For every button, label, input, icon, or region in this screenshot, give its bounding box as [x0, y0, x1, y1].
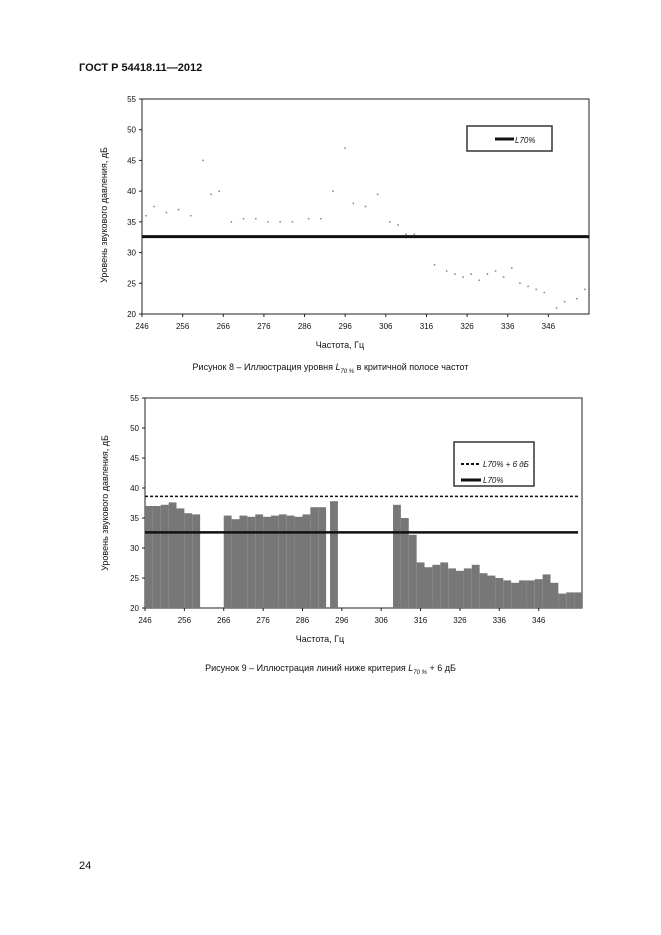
- figure9-bar: [495, 578, 503, 608]
- figure9-y-axis-label: Уровень звукового давления, дБ: [100, 435, 110, 571]
- figure9-bar: [472, 565, 480, 608]
- figure8-y-ticks: [127, 95, 142, 319]
- figure9-legend-label-l70: L70%: [483, 476, 504, 485]
- figure8-data-point: [511, 267, 513, 269]
- document-header: ГОСТ Р 54418.11—2012: [79, 62, 203, 74]
- figure8-data-point: [308, 218, 310, 220]
- figure8-y-tick-label: 55: [127, 95, 136, 104]
- figure8-data-point: [243, 218, 245, 220]
- figure9-legend: [454, 442, 534, 486]
- figure8-y-tick-label: 20: [127, 310, 136, 319]
- figure8-data-point: [543, 292, 545, 294]
- figure8-data-point: [478, 279, 480, 281]
- figure9-bar: [279, 514, 287, 608]
- figure8-data-point: [564, 301, 566, 303]
- figure8-x-tick-label: 246: [135, 322, 149, 331]
- figure8-data-point: [487, 273, 489, 275]
- figure8-x-tick-label: 276: [257, 322, 271, 331]
- figure9-bar: [535, 579, 543, 608]
- figure8-data-point: [454, 273, 456, 275]
- figure9-bar: [480, 573, 488, 608]
- figure8-data-point: [365, 206, 367, 208]
- figure8-data-point: [470, 273, 472, 275]
- figure9-bar: [440, 562, 448, 608]
- figure9-caption-subscript: 70 %: [413, 669, 427, 676]
- figure8-data-point: [576, 298, 578, 300]
- figure8-data-point: [202, 160, 204, 162]
- figure8-data-point: [153, 206, 155, 208]
- figure8-y-tick-label: 40: [127, 187, 136, 197]
- figure9-bar: [318, 507, 326, 608]
- figure9-bar: [558, 594, 566, 608]
- figure9-y-ticks: [130, 394, 145, 613]
- figure9-bar: [551, 583, 559, 608]
- figure9-bar: [161, 505, 169, 608]
- figure8-y-tick-label: 30: [127, 248, 136, 258]
- figure9-y-tick-label: 25: [130, 574, 139, 583]
- figure8-data-point: [446, 270, 448, 272]
- figure9-bar: [169, 502, 177, 608]
- figure8-data-point: [190, 215, 192, 217]
- figure9-bar: [488, 576, 496, 608]
- figure8-data-point: [165, 212, 167, 214]
- figure9-bar: [511, 583, 519, 608]
- figure9-lines: [145, 496, 578, 532]
- figure9-bar: [503, 580, 511, 608]
- figure9-bar: [519, 580, 527, 608]
- figure8-marks: [142, 147, 589, 309]
- figure8-data-point: [519, 282, 521, 284]
- figure8-chart: [99, 95, 589, 350]
- figure8-data-point: [389, 221, 391, 223]
- figure9-x-tick-label: 296: [335, 616, 349, 625]
- figure9-caption-symbol: L: [408, 663, 414, 673]
- figure8-data-point: [462, 276, 464, 278]
- figure8-y-tick-label: 25: [127, 279, 136, 289]
- figure9-bar: [543, 574, 551, 608]
- figure9-bar: [184, 513, 192, 608]
- figure9-caption: [0, 663, 661, 676]
- figure8-data-point: [377, 193, 379, 195]
- figure9-bar: [224, 516, 232, 608]
- figure8-data-point: [584, 289, 586, 291]
- figure9-bar: [409, 535, 417, 608]
- figure9-x-tick-label: 316: [413, 616, 428, 625]
- figure9-chart: [100, 394, 582, 644]
- figure8-caption-subscript: 70 %: [340, 368, 355, 375]
- figure8-data-point: [556, 307, 558, 309]
- figure9-bar: [393, 505, 401, 608]
- figure8-x-tick-label: 306: [379, 322, 393, 331]
- figure9-y-tick-label: 55: [130, 394, 139, 403]
- figure8-data-point: [279, 221, 281, 223]
- page-number: 24: [79, 860, 92, 872]
- figure9-y-tick-label: 50: [130, 424, 139, 433]
- figure9-bar: [255, 514, 263, 608]
- figure9-bar: [176, 508, 184, 608]
- figure9-bar: [456, 571, 464, 608]
- figure8-x-ticks: [135, 314, 555, 331]
- figure8-data-point: [178, 209, 180, 211]
- figure8-legend-label-l70: L70%: [515, 136, 536, 145]
- figure9-bar: [287, 516, 295, 608]
- figure9-bar: [145, 506, 153, 608]
- figure8-data-point: [535, 289, 537, 291]
- figure8-data-point: [291, 221, 293, 223]
- figure8-caption-symbol: L: [335, 362, 341, 372]
- figure8-x-tick-label: 346: [541, 322, 556, 331]
- figure9-x-tick-label: 326: [453, 616, 467, 625]
- figure9-caption-suffix: + 6 дБ: [426, 663, 456, 673]
- figure8-data-point: [527, 285, 529, 287]
- figure9-legend-label-criterion: L70% + 6 дБ: [483, 460, 529, 469]
- figure8-x-tick-label: 286: [297, 322, 312, 331]
- figure9-x-tick-label: 336: [492, 616, 507, 625]
- figure8-x-axis-label: Частота, Гц: [315, 340, 365, 350]
- figure8-x-tick-label: 326: [460, 322, 474, 331]
- figure9-bar: [417, 562, 425, 608]
- figure9-plot-frame: [145, 398, 582, 608]
- figure8-legend: [467, 126, 552, 151]
- figure8-data-point: [145, 215, 147, 217]
- figure9-y-tick-label: 30: [130, 544, 139, 553]
- figure9-bar: [310, 507, 318, 608]
- figure9-bar: [425, 567, 433, 608]
- figure9-x-ticks: [138, 608, 546, 625]
- figure9-bar: [271, 516, 279, 608]
- figure8-data-point: [413, 233, 415, 235]
- figure8-caption-suffix: в критичной полосе частот: [354, 362, 469, 372]
- figure9-bar: [247, 517, 255, 608]
- figure9-bar: [330, 501, 338, 608]
- figure9-bar: [153, 506, 161, 608]
- figure9-x-tick-label: 276: [256, 616, 270, 625]
- figure8-caption-prefix: Рисунок 8 – Иллюстрация уровня: [192, 362, 336, 372]
- figure9-x-tick-label: 286: [295, 616, 310, 625]
- figure9-bar: [295, 517, 303, 608]
- figure8-data-point: [434, 264, 436, 266]
- figure8-data-point: [267, 221, 269, 223]
- figure8-caption: [0, 362, 661, 375]
- figure8-y-tick-label: 50: [127, 125, 136, 135]
- figure9-bar: [302, 514, 310, 608]
- figure9-x-tick-label: 306: [374, 616, 388, 625]
- figure9-x-tick-label: 256: [177, 616, 192, 625]
- figure9-y-tick-label: 45: [130, 454, 139, 463]
- figure8-data-point: [503, 276, 505, 278]
- figure9-bar: [527, 580, 535, 608]
- figure8-data-point: [231, 221, 233, 223]
- figure9-bars: [145, 501, 582, 608]
- figure9-y-tick-label: 20: [130, 604, 139, 613]
- figure8-x-tick-label: 316: [419, 322, 434, 331]
- figure8-data-point: [320, 218, 322, 220]
- figure8-x-tick-label: 266: [216, 322, 230, 331]
- figure8-data-point: [397, 224, 399, 226]
- figure9-bar: [448, 568, 456, 608]
- figure8-x-tick-label: 336: [501, 322, 515, 331]
- figure9-bar: [239, 516, 247, 608]
- figure8-data-point: [255, 218, 257, 220]
- figure8-x-tick-label: 296: [338, 322, 352, 331]
- figure9-bar: [263, 517, 271, 608]
- figure9-bar: [566, 592, 574, 608]
- figure8-data-point: [495, 270, 497, 272]
- figure8-x-tick-label: 256: [175, 322, 190, 331]
- figure8-data-point: [344, 147, 346, 149]
- figure9-x-axis-label: Частота, Гц: [295, 634, 345, 644]
- figure9-bar: [432, 565, 440, 608]
- figure9-y-tick-label: 35: [130, 514, 139, 523]
- figure8-y-tick-label: 45: [127, 156, 136, 166]
- figure8-y-axis-label: Уровень звукового давления, дБ: [99, 147, 109, 283]
- figure9-x-tick-label: 346: [532, 616, 546, 625]
- figure8-data-point: [352, 203, 354, 205]
- figure8-data-point: [405, 233, 407, 235]
- figure8-data-point: [218, 190, 220, 192]
- figure9-bar: [464, 568, 472, 608]
- figure8-y-tick-label: 35: [127, 217, 136, 227]
- figure9-caption-prefix: Рисунок 9 – Иллюстрация линий ниже критерия: [205, 663, 409, 673]
- figure8-data-point: [332, 190, 334, 192]
- figure8-data-point: [210, 193, 212, 195]
- figure9-bar: [574, 592, 582, 608]
- figure9-bar: [192, 514, 200, 608]
- figure9-x-tick-label: 266: [217, 616, 231, 625]
- figure9-x-tick-label: 246: [138, 616, 152, 625]
- figure9-y-tick-label: 40: [130, 484, 139, 493]
